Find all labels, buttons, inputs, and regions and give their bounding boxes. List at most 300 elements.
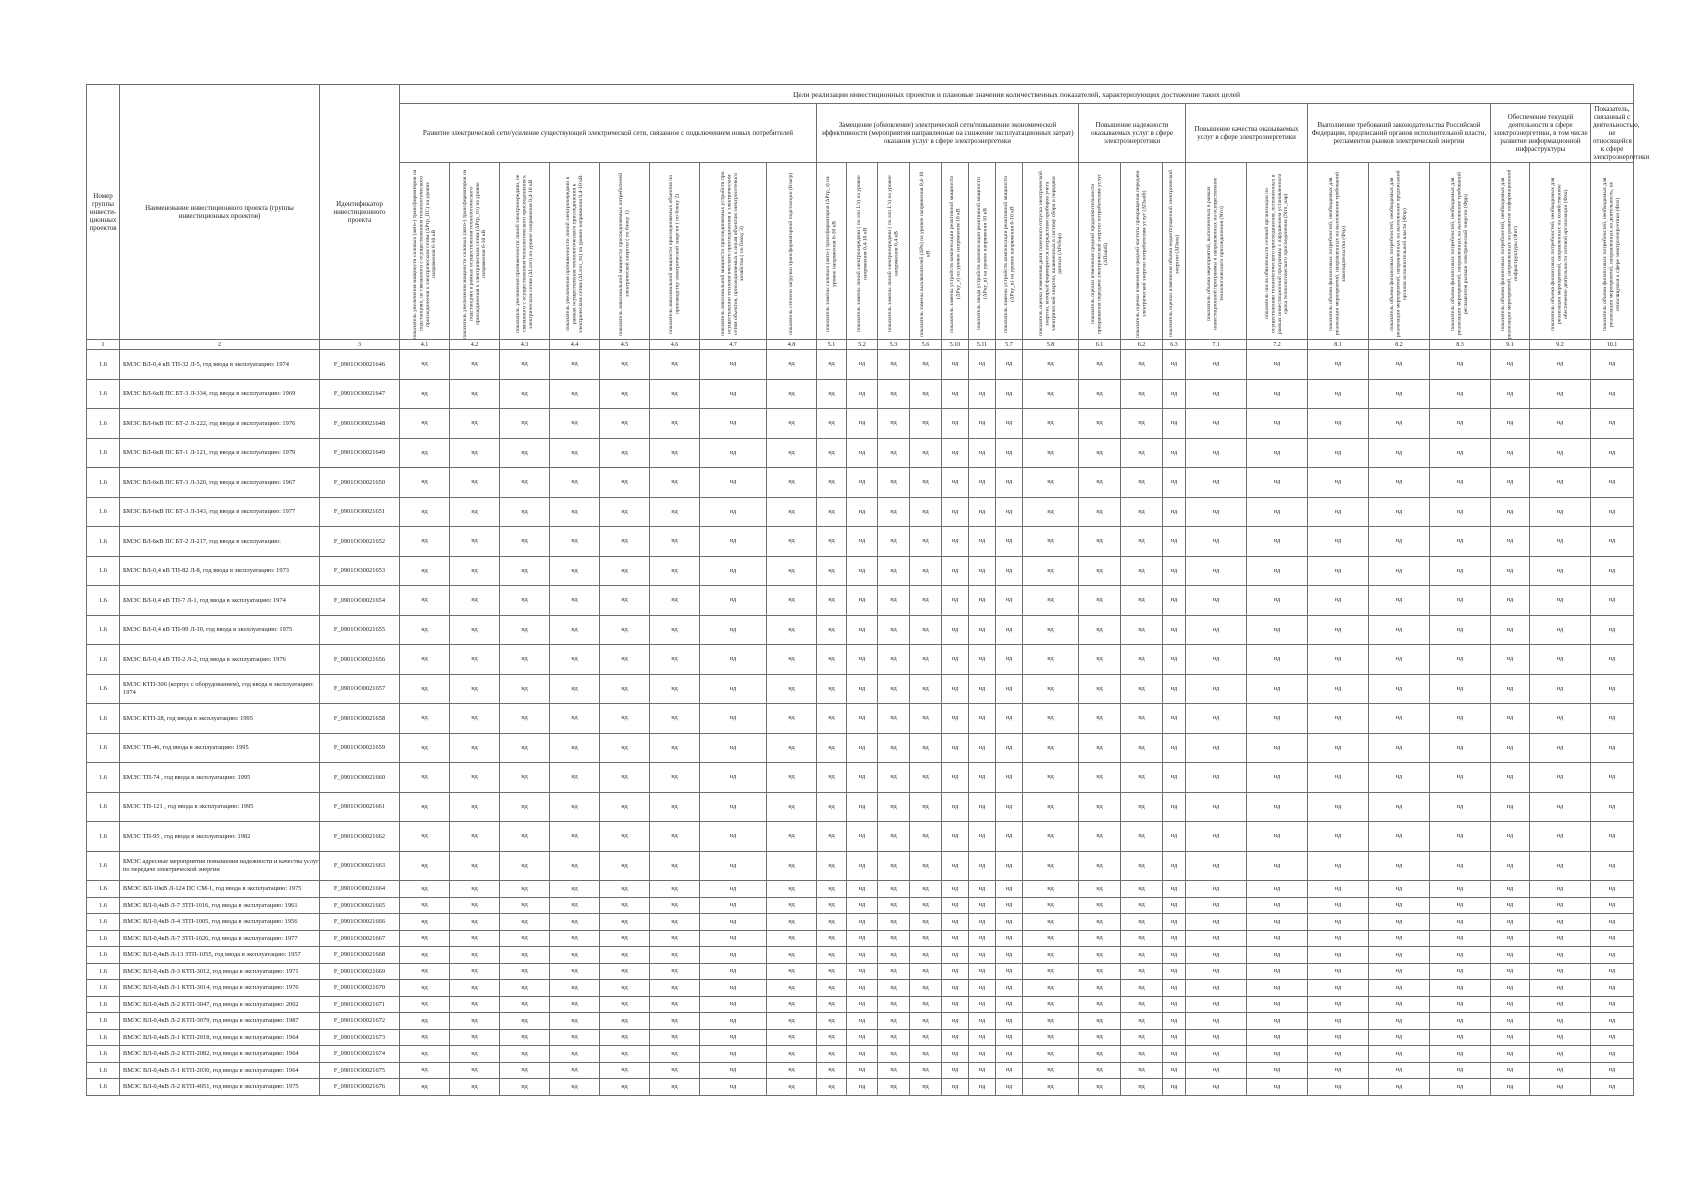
value-cell: нд: [1247, 963, 1308, 980]
value-cell: нд: [817, 947, 847, 964]
indicator-header-11: [878, 163, 910, 340]
value-cell: нд: [1491, 1079, 1530, 1096]
indicator-header-19: [1163, 163, 1186, 340]
project-name-cell: БМЭС адресные мероприятия повышения надежности и качества услуг по передаче электрической энергии: [120, 851, 320, 881]
value-cell: нд: [1369, 586, 1430, 616]
value-cell: нд: [817, 881, 847, 898]
value-cell: нд: [1491, 733, 1530, 763]
value-cell: нд: [1163, 763, 1186, 793]
project-name-cell: ВМЭС ВЛ-0,4кВ Л-1 КТП-2030, год ввода в эксплуатацию: 1964: [120, 1062, 320, 1079]
value-cell: нд: [910, 438, 942, 468]
value-cell: нд: [1079, 527, 1121, 557]
value-cell: нд: [847, 763, 878, 793]
project-id-cell: F_0901OO0021670: [320, 980, 400, 997]
column-number: 5.10: [942, 340, 969, 350]
indicator-header-5: [600, 163, 650, 340]
value-cell: нд: [1247, 497, 1308, 527]
table-row: [87, 763, 1634, 793]
value-cell: нд: [1247, 350, 1308, 380]
value-cell: нд: [1369, 1079, 1430, 1096]
value-cell: нд: [1591, 645, 1634, 675]
value-cell: нд: [878, 763, 910, 793]
indicator-label: показатель увеличения протяженности линий электропередачи, не связанного с осуществлением технологического присоединения к электрическим сетям (ΔLлэп) на уровне напряжения 0,4-10 кВ: [514, 174, 534, 334]
value-cell: нд: [1247, 527, 1308, 557]
value-cell: нд: [878, 379, 910, 409]
group-number-cell: 1.6: [87, 1046, 120, 1063]
value-cell: нд: [1591, 468, 1634, 498]
project-id-cell: F_0901OO0021646: [320, 350, 400, 380]
value-cell: нд: [1121, 930, 1163, 947]
value-cell: нд: [1023, 586, 1079, 616]
value-cell: нд: [996, 930, 1023, 947]
value-cell: нд: [1308, 822, 1369, 852]
value-cell: нд: [1591, 1079, 1634, 1096]
value-cell: нд: [650, 1046, 700, 1063]
value-cell: нд: [878, 468, 910, 498]
value-cell: нд: [1247, 996, 1308, 1013]
value-cell: нд: [1121, 438, 1163, 468]
value-cell: нд: [1369, 914, 1430, 931]
indicator-header-1: [400, 163, 450, 340]
value-cell: нд: [1369, 1029, 1430, 1046]
table-row: [87, 674, 1634, 704]
value-cell: нд: [1591, 1013, 1634, 1030]
value-cell: нд: [1023, 350, 1079, 380]
value-cell: нд: [1023, 468, 1079, 498]
value-cell: нд: [450, 379, 500, 409]
project-name-cell: ВМЭС ВЛ-0,4кВ Л-1 КТП-2018, год ввода в эксплуатацию: 1964: [120, 1029, 320, 1046]
value-cell: нд: [1530, 409, 1591, 439]
value-cell: нд: [1369, 822, 1430, 852]
value-cell: нд: [817, 851, 847, 881]
indicator-label: показатель максимальной мощности присоединяемых потребителей электрической энергии ( по блоку 1): [618, 172, 631, 336]
value-cell: нд: [1163, 792, 1186, 822]
group-number-cell: 1.6: [87, 379, 120, 409]
value-cell: нд: [1186, 963, 1247, 980]
value-cell: нд: [969, 792, 996, 822]
value-cell: нд: [942, 468, 969, 498]
value-cell: нд: [600, 1062, 650, 1079]
value-cell: нд: [767, 409, 817, 439]
value-cell: нд: [847, 980, 878, 997]
value-cell: нд: [550, 674, 600, 704]
value-cell: нд: [878, 851, 910, 881]
project-id-cell: F_0901OO0021669: [320, 963, 400, 980]
value-cell: нд: [878, 350, 910, 380]
value-cell: нд: [1023, 914, 1079, 931]
value-cell: нд: [910, 704, 942, 734]
value-cell: нд: [1186, 947, 1247, 964]
value-cell: нд: [847, 468, 878, 498]
value-cell: нд: [550, 897, 600, 914]
value-cell: нд: [1491, 350, 1530, 380]
table-row: [87, 379, 1634, 409]
value-cell: нд: [550, 733, 600, 763]
indicator-label: показатель замены выключателей (ΔPв) на уровне напряжения 0,4-10 кВ: [919, 171, 932, 337]
value-cell: нд: [600, 897, 650, 914]
value-cell: нд: [1079, 914, 1121, 931]
value-cell: нд: [1308, 527, 1369, 557]
value-cell: нд: [1186, 1062, 1247, 1079]
value-cell: нд: [878, 527, 910, 557]
value-cell: нд: [1369, 704, 1430, 734]
value-cell: нд: [1121, 881, 1163, 898]
project-name-cell: БМЭС ВЛ-0,4 кВ ТП-82 Л-8, год ввода в эксплуатацию: 1973: [120, 556, 320, 586]
value-cell: нд: [450, 497, 500, 527]
value-cell: нд: [1163, 733, 1186, 763]
value-cell: нд: [450, 556, 500, 586]
value-cell: нд: [942, 615, 969, 645]
value-cell: нд: [942, 914, 969, 931]
value-cell: нд: [1491, 409, 1530, 439]
value-cell: нд: [550, 350, 600, 380]
value-cell: нд: [450, 914, 500, 931]
value-cell: нд: [969, 674, 996, 704]
project-name-cell: ВМЭС ВЛ-0,4кВ Л-2 КТП-3079, год ввода в эксплуатацию: 1987: [120, 1013, 320, 1030]
value-cell: нд: [1247, 822, 1308, 852]
indicator-label: показатель максимальной мощности присоединяемых устройств при осуществлении технологического присоединения к электрическим сетям объектов, присоединяемых к иным объектам электросетевого хозяйства ( по блоку 3): [720, 171, 746, 337]
indicator-header-6: [650, 163, 700, 340]
group-header-6: Обеспечение текущей деятельности в сфере электроэнергетики, в том числе развитие информационной инфраструктуры: [1491, 104, 1591, 163]
value-cell: нд: [1079, 930, 1121, 947]
value-cell: нд: [1186, 556, 1247, 586]
value-cell: нд: [1369, 963, 1430, 980]
value-cell: нд: [500, 615, 550, 645]
value-cell: нд: [1530, 881, 1591, 898]
value-cell: нд: [1186, 1029, 1247, 1046]
value-cell: нд: [1186, 379, 1247, 409]
value-cell: нд: [700, 615, 767, 645]
column-number: 4.4: [550, 340, 600, 350]
value-cell: нд: [1430, 615, 1491, 645]
group-number-cell: 1.6: [87, 897, 120, 914]
value-cell: нд: [550, 1062, 600, 1079]
indicator-label: показатель объема финансовых потребностей, необходимых для реализации мероприятий, направленных на выполнение требований законодательства (Фтр): [1328, 172, 1348, 336]
value-cell: нд: [550, 704, 600, 734]
value-cell: нд: [1430, 822, 1491, 852]
value-cell: нд: [1308, 586, 1369, 616]
value-cell: нд: [767, 615, 817, 645]
value-cell: нд: [969, 733, 996, 763]
value-cell: нд: [1247, 586, 1308, 616]
value-cell: нд: [847, 1079, 878, 1096]
value-cell: нд: [1079, 379, 1121, 409]
value-cell: нд: [1530, 763, 1591, 793]
value-cell: нд: [700, 980, 767, 997]
value-cell: нд: [767, 851, 817, 881]
indicator-label: показатель ввода устройств компенсации реактивной мощности (ΔPку_в) на уровне напряжения 10 кВ: [975, 177, 988, 331]
column-number: 4.6: [650, 340, 700, 350]
value-cell: нд: [1430, 914, 1491, 931]
value-cell: нд: [600, 947, 650, 964]
column-number: 3: [320, 340, 400, 350]
value-cell: нд: [1591, 674, 1634, 704]
value-cell: нд: [878, 1013, 910, 1030]
group-number-cell: 1.6: [87, 497, 120, 527]
value-cell: нд: [847, 792, 878, 822]
value-cell: нд: [1247, 947, 1308, 964]
value-cell: нд: [450, 851, 500, 881]
value-cell: нд: [1186, 350, 1247, 380]
value-cell: нд: [767, 1013, 817, 1030]
value-cell: нд: [700, 586, 767, 616]
value-cell: нд: [1023, 733, 1079, 763]
table-row: [87, 350, 1634, 380]
project-id-cell: F_0901OO0021655: [320, 615, 400, 645]
value-cell: нд: [817, 996, 847, 1013]
value-cell: нд: [500, 379, 550, 409]
value-cell: нд: [1247, 1013, 1308, 1030]
value-cell: нд: [878, 914, 910, 931]
column-number: 5.2: [847, 340, 878, 350]
group-number-cell: 1.6: [87, 645, 120, 675]
project-id-cell: F_0901OO0021653: [320, 556, 400, 586]
value-cell: нд: [878, 947, 910, 964]
project-name-cell: БМЭС ВЛ-6кВ ПС БТ-3 Л-320, год ввода в эксплуатацию: 1967: [120, 468, 320, 498]
value-cell: нд: [1163, 674, 1186, 704]
value-cell: нд: [910, 468, 942, 498]
value-cell: нд: [1079, 980, 1121, 997]
value-cell: нд: [1247, 980, 1308, 997]
value-cell: нд: [500, 674, 550, 704]
column-number: 1: [87, 340, 120, 350]
value-cell: нд: [650, 438, 700, 468]
value-cell: нд: [400, 615, 450, 645]
indicator-header-17: [1079, 163, 1121, 340]
value-cell: нд: [910, 914, 942, 931]
project-id-cell: F_0901OO0021674: [320, 1046, 400, 1063]
value-cell: нд: [942, 851, 969, 881]
value-cell: нд: [550, 996, 600, 1013]
table-row: [87, 497, 1634, 527]
value-cell: нд: [996, 497, 1023, 527]
value-cell: нд: [878, 1079, 910, 1096]
project-id-cell: F_0901OO0021676: [320, 1079, 400, 1096]
value-cell: нд: [847, 1046, 878, 1063]
indicator-header-22: [1308, 163, 1369, 340]
value-cell: нд: [969, 497, 996, 527]
value-cell: нд: [996, 379, 1023, 409]
value-cell: нд: [996, 996, 1023, 1013]
value-cell: нд: [700, 947, 767, 964]
value-cell: нд: [1247, 409, 1308, 439]
value-cell: нд: [969, 822, 996, 852]
value-cell: нд: [1530, 1062, 1591, 1079]
value-cell: нд: [1369, 763, 1430, 793]
value-cell: нд: [1430, 645, 1491, 675]
value-cell: нд: [450, 1046, 500, 1063]
value-cell: нд: [650, 914, 700, 931]
value-cell: нд: [767, 792, 817, 822]
group-number-cell: 1.6: [87, 996, 120, 1013]
value-cell: нд: [1308, 645, 1369, 675]
indicator-label: показатель увеличения мощности силовых (авто-) трансформаторов на подстанциях, не связанного с осуществлением технологического присоединения к электрическим сетям (ΔPтр_ПС) на уровне напряжения 6-10 кВ: [411, 169, 437, 339]
value-cell: нд: [450, 792, 500, 822]
column-number: 6.3: [1163, 340, 1186, 350]
value-cell: нд: [700, 350, 767, 380]
value-cell: нд: [1491, 996, 1530, 1013]
value-cell: нд: [550, 527, 600, 557]
group-header-2: Замещение (обновление) электрической сети/повышение экономической эффективности (мероприятия направленные на снижение эксплуатационных затрат) оказания услуг в сфере электроэнергетики: [817, 104, 1079, 163]
value-cell: нд: [1430, 497, 1491, 527]
value-cell: нд: [1591, 1046, 1634, 1063]
value-cell: нд: [1163, 822, 1186, 852]
value-cell: нд: [1186, 1013, 1247, 1030]
value-cell: нд: [1247, 733, 1308, 763]
table-row: [87, 438, 1634, 468]
value-cell: нд: [942, 497, 969, 527]
group-number-cell: 1.6: [87, 1062, 120, 1079]
value-cell: нд: [1186, 980, 1247, 997]
value-cell: нд: [1079, 645, 1121, 675]
value-cell: нд: [817, 1062, 847, 1079]
value-cell: нд: [942, 1046, 969, 1063]
value-cell: нд: [767, 1046, 817, 1063]
value-cell: нд: [1121, 851, 1163, 881]
value-cell: нд: [1247, 1079, 1308, 1096]
value-cell: нд: [996, 556, 1023, 586]
value-cell: нд: [1308, 963, 1369, 980]
value-cell: нд: [700, 1046, 767, 1063]
value-cell: нд: [400, 763, 450, 793]
value-cell: нд: [910, 615, 942, 645]
value-cell: нд: [600, 645, 650, 675]
value-cell: нд: [550, 409, 600, 439]
value-cell: нд: [1023, 822, 1079, 852]
value-cell: нд: [1491, 615, 1530, 645]
value-cell: нд: [650, 792, 700, 822]
value-cell: нд: [817, 1079, 847, 1096]
value-cell: нд: [1079, 851, 1121, 881]
value-cell: нд: [1591, 615, 1634, 645]
value-cell: нд: [650, 379, 700, 409]
value-cell: нд: [996, 674, 1023, 704]
value-cell: нд: [1430, 1013, 1491, 1030]
value-cell: нд: [910, 1046, 942, 1063]
value-cell: нд: [1491, 1062, 1530, 1079]
value-cell: нд: [1079, 497, 1121, 527]
value-cell: нд: [1591, 763, 1634, 793]
value-cell: нд: [450, 980, 500, 997]
value-cell: нд: [600, 963, 650, 980]
value-cell: нд: [500, 851, 550, 881]
value-cell: нд: [1121, 379, 1163, 409]
value-cell: нд: [500, 1029, 550, 1046]
value-cell: нд: [969, 350, 996, 380]
value-cell: нд: [1121, 1062, 1163, 1079]
value-cell: нд: [450, 930, 500, 947]
value-cell: нд: [1591, 930, 1634, 947]
table-row: [87, 1062, 1634, 1079]
group-number-cell: 1.6: [87, 438, 120, 468]
value-cell: нд: [910, 1029, 942, 1046]
value-cell: нд: [450, 733, 500, 763]
project-id-cell: F_0901OO0021675: [320, 1062, 400, 1079]
value-cell: нд: [1308, 1029, 1369, 1046]
table-row: [87, 527, 1634, 557]
value-cell: нд: [1430, 980, 1491, 997]
project-name-cell: ВМЭС ВЛ-0,4кВ Л-13 ЗТП-1055, год ввода в эксплуатацию: 1957: [120, 947, 320, 964]
value-cell: нд: [1121, 409, 1163, 439]
value-cell: нд: [450, 881, 500, 898]
group-number-cell: 1.6: [87, 615, 120, 645]
indicator-header-7: [700, 163, 767, 340]
value-cell: нд: [1491, 704, 1530, 734]
value-cell: нд: [1530, 556, 1591, 586]
value-cell: нд: [1430, 733, 1491, 763]
project-name-cell: ВМЭС ВЛ-0,4кВ Л-2 КТП-2082, год ввода в эксплуатацию: 1964: [120, 1046, 320, 1063]
value-cell: нд: [400, 1062, 450, 1079]
value-cell: нд: [817, 963, 847, 980]
indicator-header-16: [1023, 163, 1079, 340]
value-cell: нд: [817, 822, 847, 852]
value-cell: нд: [817, 497, 847, 527]
value-cell: нд: [996, 822, 1023, 852]
value-cell: нд: [1186, 996, 1247, 1013]
table-row: [87, 615, 1634, 645]
value-cell: нд: [1023, 792, 1079, 822]
table-row: [87, 704, 1634, 734]
value-cell: нд: [400, 409, 450, 439]
value-cell: нд: [500, 586, 550, 616]
column-number: 4.7: [700, 340, 767, 350]
value-cell: нд: [600, 733, 650, 763]
value-cell: нд: [450, 704, 500, 734]
value-cell: нд: [1121, 645, 1163, 675]
table-row: [87, 1046, 1634, 1063]
value-cell: нд: [996, 947, 1023, 964]
value-cell: нд: [969, 438, 996, 468]
value-cell: нд: [1591, 1029, 1634, 1046]
value-cell: нд: [1079, 1013, 1121, 1030]
indicator-header-25: [1491, 163, 1530, 340]
value-cell: нд: [910, 930, 942, 947]
value-cell: нд: [1163, 963, 1186, 980]
value-cell: нд: [910, 1013, 942, 1030]
value-cell: нд: [1591, 379, 1634, 409]
value-cell: нд: [600, 1046, 650, 1063]
value-cell: нд: [767, 963, 817, 980]
value-cell: нд: [1491, 645, 1530, 675]
value-cell: нд: [700, 438, 767, 468]
value-cell: нд: [1591, 996, 1634, 1013]
value-cell: нд: [1591, 851, 1634, 881]
group-header-3: Повышение надежности оказываемых услуг в сфере электроэнергетики: [1079, 104, 1186, 163]
project-id-cell: F_0901OO0021664: [320, 881, 400, 898]
indicator-label: показатель оценки изменения средней продолжительности прекращения передачи электрической энергии потребителям услуг (ΔПsaidi): [1089, 173, 1109, 335]
value-cell: нд: [550, 556, 600, 586]
value-cell: нд: [1491, 379, 1530, 409]
indicator-header-23: [1369, 163, 1430, 340]
value-cell: нд: [500, 733, 550, 763]
value-cell: нд: [600, 704, 650, 734]
value-cell: нд: [969, 980, 996, 997]
value-cell: нд: [450, 1013, 500, 1030]
value-cell: нд: [767, 438, 817, 468]
value-cell: нд: [1530, 1046, 1591, 1063]
group-header-4: Повышение качества оказываемых услуг в сфере электроэнергетики: [1186, 104, 1308, 163]
value-cell: нд: [847, 1062, 878, 1079]
value-cell: нд: [1530, 822, 1591, 852]
project-id-cell: F_0901OO0021659: [320, 733, 400, 763]
indicator-header-2: [450, 163, 500, 340]
value-cell: нд: [817, 379, 847, 409]
value-cell: нд: [1079, 1029, 1121, 1046]
value-cell: нд: [400, 980, 450, 997]
value-cell: нд: [550, 1029, 600, 1046]
column-number: 4.3: [500, 340, 550, 350]
value-cell: нд: [878, 1062, 910, 1079]
